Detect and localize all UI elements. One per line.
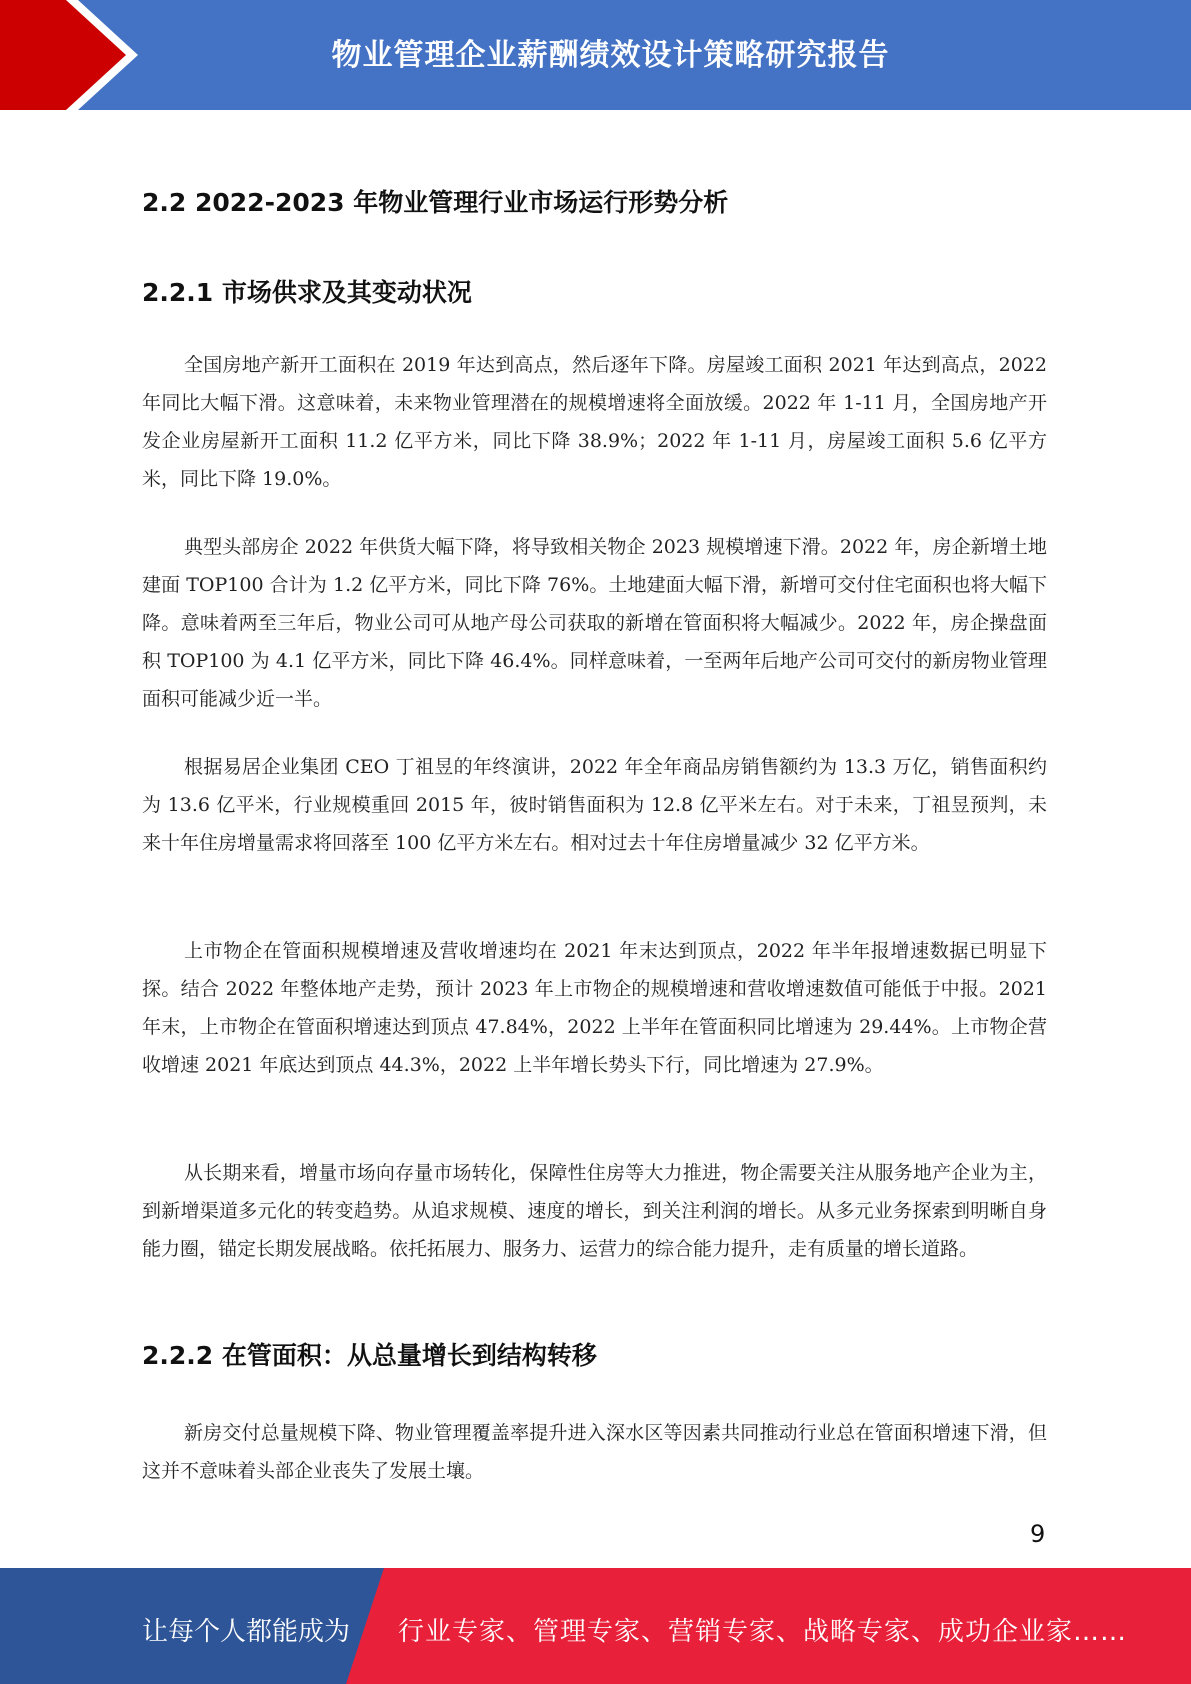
paragraph: 上市物企在管面积规模增速及营收增速均在 2021 年末达到顶点，2022 年半年报增速数据已明显下探。结合 2022 年整体地产走势，预计 2023 年上市物企的规模增速和营收增速数值可能低于中报。2021 年末，上市物企在管面积增速达到顶点 47.84%，2022 上半年在管面积同比增速为 29.44%。上市物企营收增速 2021 年底达到顶点 44.3%，2022 上半年增长势头下行，同比增速为 27.9%。	[142, 940, 1047, 1076]
report-title: 物业管理企业薪酬绩效设计策略研究报告	[331, 38, 890, 73]
paragraph: 新房交付总量规模下降、物业管理覆盖率提升进入深水区等因素共同推动行业总在管面积增速下滑，但这并不意味着头部企业丧失了发展土壤。	[142, 1422, 1047, 1482]
paragraph: 典型头部房企 2022 年供货大幅下降，将导致相关物企 2023 规模增速下滑。2022 年，房企新增土地建面 TOP100 合计为 1.2 亿平方米，同比下降 76%。土地建面大幅下滑，新增可交付住宅面积也将大幅下降。意味着两至三年后，物业公司可从地产母公司获取的新增在管面积将大幅减少。2022 年，房企操盘面积 TOP100 为 4.1 亿平方米，同比下降 46.4%。同样意味着，一至两年后地产公司可交付的新房物业管理面积可能减少近一半。	[142, 536, 1047, 710]
footer-slogan-right: 行业专家、管理专家、营销专家、战略专家、成功企业家……	[398, 1617, 1128, 1647]
header-band	[0, 0, 1191, 110]
subsection-heading-2-2-2: 2.2.2 在管面积：从总量增长到结构转移	[142, 1341, 597, 1370]
subsection-heading-2-2-1: 2.2.1 市场供求及其变动状况	[142, 278, 472, 307]
paragraph: 根据易居企业集团 CEO 丁祖昱的年终演讲，2022 年全年商品房销售额约为 13.3 万亿，销售面积约为 13.6 亿平米，行业规模重回 2015 年，彼时销售面积为 12.8 亿平米左右。对于未来，丁祖昱预判，未来十年住房增量需求将回落至 100 亿平方米左右。相对过去十年住房增量减少 32 亿平方米。	[142, 756, 1047, 854]
paragraph: 从长期来看，增量市场向存量市场转化，保障性住房等大力推进，物企需要关注从服务地产企业为主，到新增渠道多元化的转变趋势。从追求规模、速度的增长，到关注利润的增长。从多元业务探索到明晰自身能力圈，锚定长期发展战略。依托拓展力、服务力、运营力的综合能力提升，走有质量的增长道路。	[142, 1162, 1047, 1260]
page-number: 9	[1030, 1520, 1046, 1548]
footer-slogan-left: 让每个人都能成为	[142, 1617, 351, 1647]
section-heading: 2.2 2022-2023 年物业管理行业市场运行形势分析	[142, 188, 729, 217]
paragraph: 全国房地产新开工面积在 2019 年达到高点，然后逐年下降。房屋竣工面积 2021 年达到高点，2022 年同比大幅下滑。这意味着，未来物业管理潜在的规模增速将全面放缓。2022 年 1-11 月，全国房地产开发企业房屋新开工面积 11.2 亿平方米，同比下降 38.9%；2022 年 1-11 月，房屋竣工面积 5.6 亿平方米，同比下降 19.0%。	[142, 354, 1047, 490]
footer-band	[0, 1568, 1191, 1684]
